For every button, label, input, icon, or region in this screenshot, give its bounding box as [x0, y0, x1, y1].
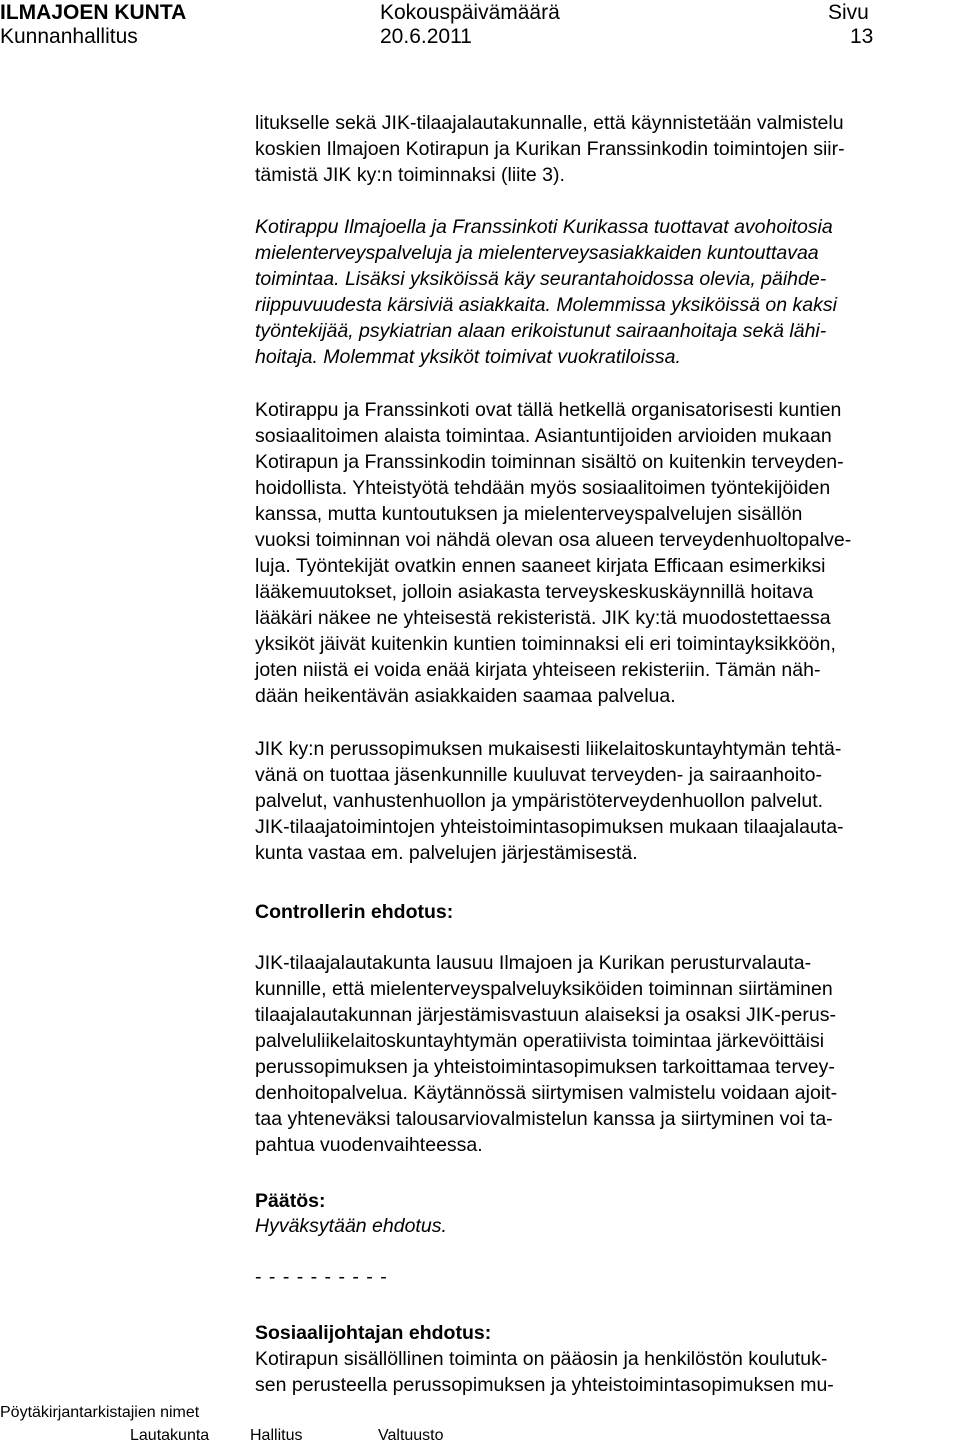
text-line: yksiköt jäivät kuitenkin kuntien toiminnaksi eli eri toimintayksikköön, — [255, 633, 836, 655]
text-line: Kotirapun ja Franssinkodin toiminnan sisältö on kuitenkin terveyden- — [255, 451, 844, 473]
paragraph-intro — [255, 110, 960, 188]
footer-item-hallitus: Hallitus — [250, 1427, 303, 1444]
text-line: hoidollista. Yhteistyötä tehdään myös sosiaalitoimen työntekijöiden — [255, 477, 831, 499]
text-line: tilaajalautakunnan järjestämisvastuun alaiseksi ja osaksi JIK-perus- — [255, 1004, 836, 1026]
text-line: sen perusteella perussopimuksen ja yhteistoimintasopimuksen mu- — [255, 1374, 834, 1396]
text-line: kanssa, mutta kuntoutuksen ja mielenterveyspalvelujen sisällön — [255, 503, 803, 525]
text-line: tämistä JIK ky:n toiminnaksi (liite 3). — [255, 164, 565, 186]
text-line: lääkäri näkee ne yhteisestä rekisteristä. JIK ky:tä muodostettaessa — [255, 607, 831, 629]
text-line: Kotirapun sisällöllinen toiminta on pääosin ja henkilöstön koulutuk- — [255, 1348, 828, 1370]
text-line: Kotirappu Ilmajoella ja Franssinkoti Kurikassa tuottavat avohoitosia — [255, 216, 833, 238]
controller-proposal-heading — [255, 899, 960, 925]
text-line: JIK-tilaajalautakunta lausuu Ilmajoen ja Kurikan perusturvalauta- — [255, 952, 812, 974]
text-line: taa yhteneväksi talousarviovalmistelun kanssa ja siirtyminen voi ta- — [255, 1108, 833, 1130]
text-line: vänä on tuottaa jäsenkunnille kuuluvat terveyden- ja sairaanhoito- — [255, 764, 822, 786]
paragraph-basic-agreement — [255, 736, 960, 866]
page-number: 13 — [850, 25, 874, 48]
heading-text: Controllerin ehdotus: — [255, 901, 454, 923]
meeting-date-label: Kokouspäivämäärä — [380, 1, 560, 24]
decision-heading — [255, 1188, 960, 1214]
meeting-date: 20.6.2011 — [380, 25, 472, 48]
text-line: JIK ky:n perussopimuksen mukaisesti liikelaitoskuntayhtymän tehtä- — [255, 738, 842, 760]
text-line: Hyväksytään ehdotus. — [255, 1215, 447, 1237]
text-line: JIK-tilaajatoimintojen yhteistoimintasopimuksen mukaan tilaajalauta- — [255, 816, 844, 838]
organization-name: ILMAJOEN KUNTA — [0, 1, 187, 24]
committee-name: Kunnanhallitus — [0, 25, 138, 48]
paragraph-organization — [255, 397, 960, 709]
text-line: palveluliikelaitoskuntayhtymän operatiivista toimintaa järkevöittäisi — [255, 1030, 825, 1052]
separator-dashes: - - - - - - - - - - — [255, 1266, 388, 1288]
text-line: työntekijää, psykiatrian alaan erikoistunut sairaanhoitaja sekä lähi- — [255, 320, 827, 342]
text-line: toimintaa. Lisäksi yksiköissä käy seurantahoidossa olevia, päihde- — [255, 268, 827, 290]
footer-item-lautakunta: Lautakunta — [130, 1427, 210, 1444]
text-line: kunta vastaa em. palvelujen järjestämisestä. — [255, 842, 638, 864]
footer-item-valtuusto: Valtuusto — [378, 1427, 444, 1444]
decision-text — [255, 1213, 960, 1239]
text-line: dään heikentävän asiakkaiden saamaa palvelua. — [255, 685, 676, 707]
page-label: Sivu — [828, 1, 869, 24]
text-line: lääkemuutokset, jolloin asiakasta terveyskeskuskäynnillä hoitava — [255, 581, 814, 603]
text-line: palvelut, vanhustenhuollon ja ympäristöterveydenhuollon palvelut. — [255, 790, 824, 812]
text-line: Kotirappu ja Franssinkoti ovat tällä hetkellä organisatorisesti kuntien — [255, 399, 842, 421]
text-line: mielenterveyspalveluja ja mielenterveysasiakkaiden kuntouttavaa — [255, 242, 819, 264]
text-line: sosiaalitoimen alaista toimintaa. Asiantuntijoiden arvioiden mukaan — [255, 425, 832, 447]
text-line: hoitaja. Molemmat yksiköt toimivat vuokratiloissa. — [255, 346, 681, 368]
paragraph-controller-proposal — [255, 950, 960, 1158]
heading-text: Sosiaalijohtajan ehdotus: — [255, 1322, 492, 1344]
text-line: riippuvuudesta kärsiviä asiakkaita. Molemmissa yksiköissä on kaksi — [255, 294, 837, 316]
text-line: koskien Ilmajoen Kotirapun ja Kurikan Franssinkodin toimintojen siir- — [255, 138, 845, 160]
text-line: pahtua vuodenvaihteessa. — [255, 1134, 483, 1156]
paragraph-social-director-proposal — [255, 1346, 960, 1398]
social-director-proposal-heading — [255, 1320, 960, 1346]
text-line: litukselle sekä JIK-tilaajalautakunnalle, että käynnistetään valmistelu — [255, 112, 844, 134]
text-line: vuoksi toiminnan voi nähdä olevan osa alueen terveydenhuoltopalve- — [255, 529, 852, 551]
paragraph-units-description — [255, 214, 960, 370]
heading-text: Päätös: — [255, 1190, 326, 1212]
text-line: denhoitopalvelua. Käytännössä siirtymisen valmistelu voidaan ajoit- — [255, 1082, 838, 1104]
text-line: perussopimuksen ja yhteistoimintasopimuksen tarkoittamaa tervey- — [255, 1056, 835, 1078]
footer-title: Pöytäkirjantarkistajien nimet — [0, 1404, 200, 1421]
text-line: kunnille, että mielenterveyspalveluyksiköiden toiminnan siirtäminen — [255, 978, 833, 1000]
text-line: luja. Työntekijät ovatkin ennen saaneet kirjata Efficaan esimerkiksi — [255, 555, 826, 577]
text-line: joten niistä ei voida enää kirjata yhteiseen rekisteriin. Tämän näh- — [255, 659, 821, 681]
